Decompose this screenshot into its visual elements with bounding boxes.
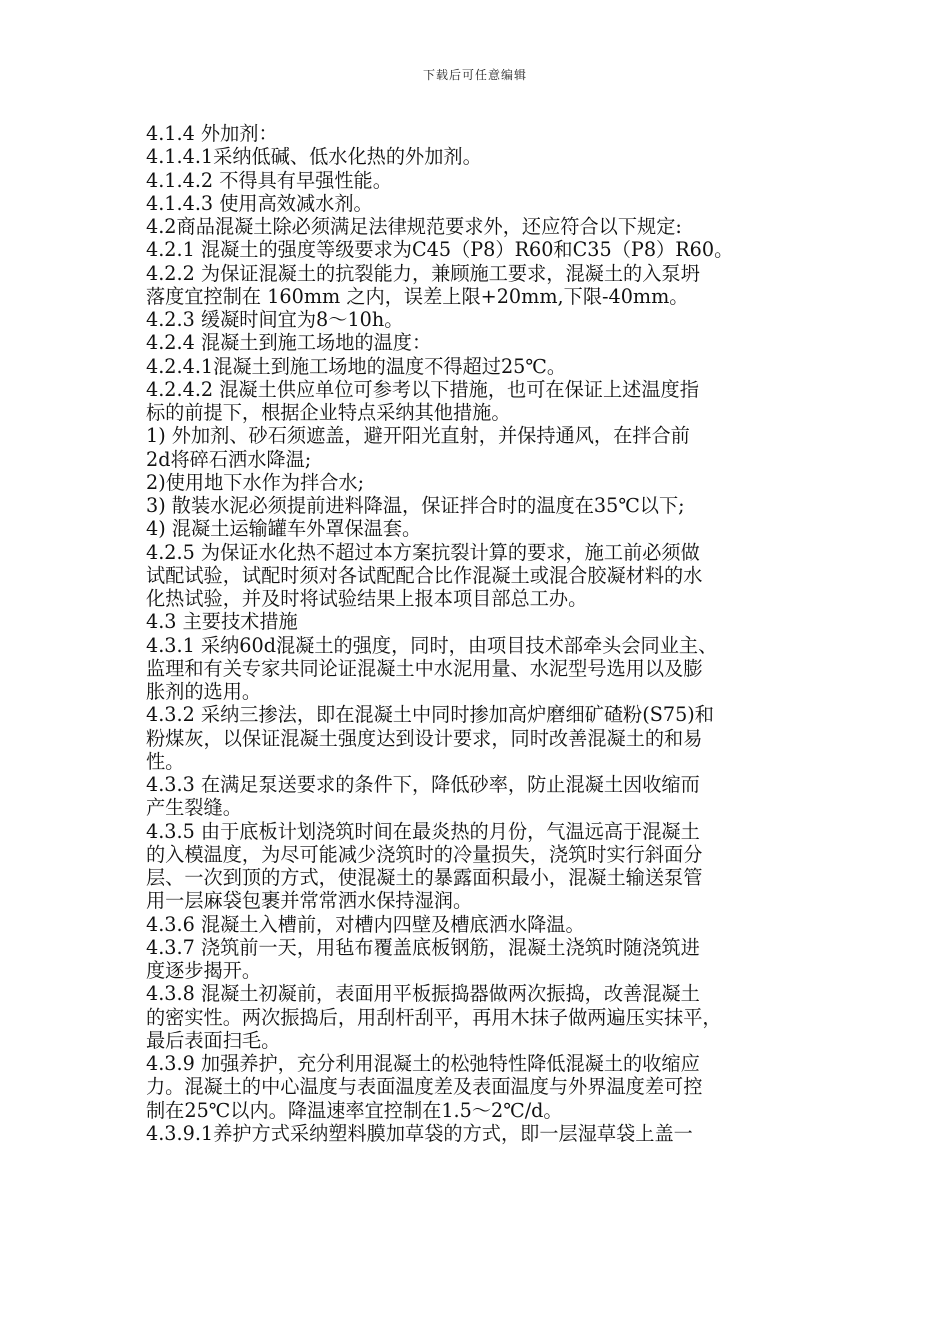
text-line: 度逐步揭开。	[146, 959, 262, 982]
text-line: 标的前提下，根据企业特点采纳其他措施。	[146, 401, 511, 424]
text-line: 4.3.8 混凝土初凝前，表面用平板振捣器做两次振捣，改善混凝土	[146, 982, 700, 1006]
text-line: 2)使用地下水作为拌合水;	[146, 470, 365, 494]
text-line: 性。	[146, 749, 185, 773]
text-line: 的入模温度，为尽可能减少浇筑时的冷量损失，浇筑时实行斜面分	[146, 842, 703, 866]
text-line: 4.2.1 混凝土的强度等级要求为C45（P8）R60和C35（P8）R60。	[146, 238, 734, 262]
text-line: 最后表面扫毛。	[146, 1028, 281, 1052]
text-line: 4.1.4.2 不得具有早强性能。	[146, 168, 392, 192]
text-line: 3) 散装水泥必须提前进料降温，保证拌合时的温度在35℃以下;	[146, 494, 685, 517]
text-line: 4.3.5 由于底板计划浇筑时间在最炎热的月份，气温远高于混凝土	[146, 819, 700, 843]
text-line: 4.2商品混凝土除必须满足法律规范要求外，还应符合以下规定:	[146, 215, 682, 238]
text-line: 4) 混凝土运输罐车外罩保温套。	[146, 517, 422, 541]
text-line: 粉煤灰，以保证混凝土强度达到设计要求，同时改善混凝土的和易	[146, 726, 703, 750]
text-line: 2d将碎石洒水降温;	[146, 447, 312, 471]
text-line: 4.3.9.1养护方式采纳塑料膜加草袋的方式，即一层湿草袋上盖一	[146, 1121, 693, 1145]
text-line: 4.2.4.2 混凝土供应单位可参考以下措施，也可在保证上述温度指	[146, 377, 699, 401]
text-line: 化热试验，并及时将试验结果上报本项目部总工办。	[146, 587, 588, 610]
text-line: 落度宜控制在 160mm 之内，误差上限+20mm,下限-40mm。	[146, 284, 689, 308]
text-line: 4.2.4 混凝土到施工场地的温度：	[146, 331, 432, 355]
text-line: 4.3.9 加强养护，充分利用混凝土的松弛特性降低混凝土的收缩应	[146, 1052, 700, 1075]
text-line: 胀剂的选用。	[146, 680, 262, 703]
text-line: 监理和有关专家共同论证混凝土中水泥用量、水泥型号选用以及膨	[146, 656, 703, 680]
text-line: 4.3 主要技术措施	[146, 610, 298, 634]
text-line: 4.3.3 在满足泵送要求的条件下，降低砂率，防止混凝土因收缩而	[146, 773, 700, 796]
text-line: 力。混凝土的中心温度与表面温度差及表面温度与外界温度差可控	[146, 1075, 703, 1099]
text-line: 4.2.5 为保证水化热不超过本方案抗裂计算的要求，施工前必须做	[146, 540, 700, 564]
text-line: 4.1.4.1采纳低碱、低水化热的外加剂。	[146, 145, 482, 169]
document-body	[146, 122, 818, 1145]
text-line: 的密实性。两次振捣后，用刮杆刮平，再用木抹子做两遍压实抹平，	[146, 1005, 722, 1029]
text-line: 试配试验，试配时须对各试配配合比作混凝土或混合胶凝材料的水	[146, 563, 703, 587]
text-line: 制在25℃以内。降温速率宜控制在1.5～2℃/d。	[146, 1098, 563, 1122]
text-line: 产生裂缝。	[146, 796, 242, 820]
text-line: 4.3.7 浇筑前一天，用毡布覆盖底板钢筋，混凝土浇筑时随浇筑进	[146, 935, 700, 959]
page-header: 下载后可任意编辑	[422, 68, 527, 82]
text-line: 层、一次到顶的方式，使混凝土的暴露面积最小，混凝土输送泵管	[146, 866, 703, 889]
text-line: 4.2.4.1混凝土到施工场地的温度不得超过25℃。	[146, 354, 567, 378]
text-line: 1) 外加剂、砂石须遮盖，避开阳光直射，并保持通风，在拌合前	[146, 424, 690, 448]
text-line: 4.3.6 混凝土入槽前，对槽内四壁及槽底洒水降温。	[146, 912, 585, 936]
text-line: 4.2.2 为保证混凝土的抗裂能力，兼顾施工要求，混凝土的入泵坍	[146, 261, 700, 285]
text-line: 用一层麻袋包裹并常常洒水保持湿润。	[146, 889, 473, 913]
text-line: 4.3.2 采纳三掺法，即在混凝土中同时掺加高炉磨细矿碴粉(S75)和	[146, 703, 714, 727]
text-line: 4.3.1 采纳60d混凝土的强度，同时，由项目技术部牵头会同业主、	[146, 633, 718, 657]
text-line: 4.1.4.3 使用高效减水剂。	[146, 191, 373, 215]
text-line: 4.1.4 外加剂：	[146, 122, 278, 145]
text-line: 4.2.3 缓凝时间宜为8～10h。	[146, 308, 404, 331]
